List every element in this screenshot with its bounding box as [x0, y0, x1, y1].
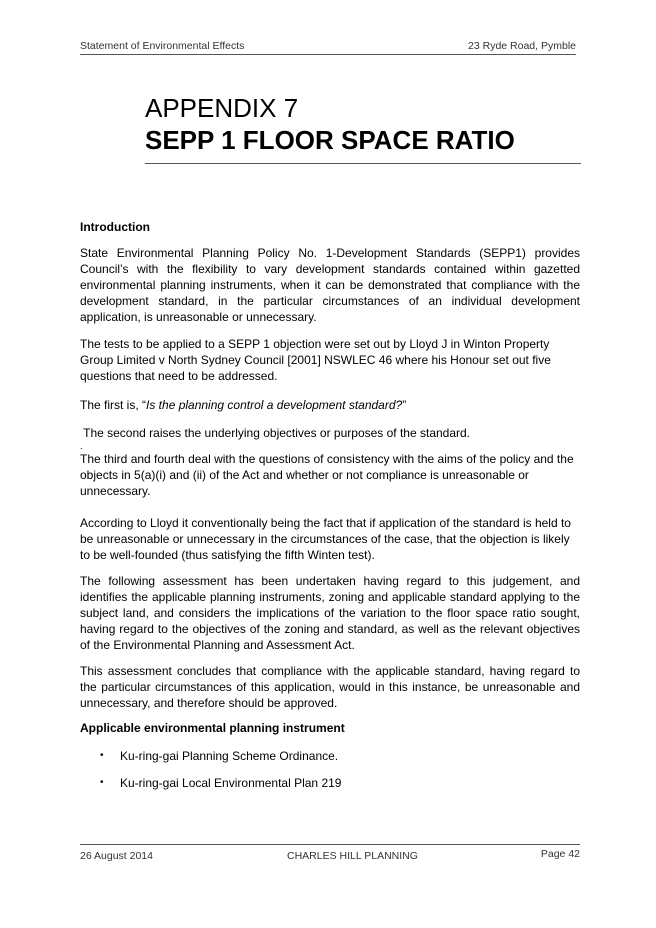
header-address: 23 Ryde Road, Pymble [468, 40, 576, 52]
footer-company: CHARLES HILL PLANNING [287, 850, 418, 862]
page-header [80, 40, 576, 55]
stray-dot: . [80, 441, 83, 451]
list-item-text: Ku-ring-gai Planning Scheme Ordinance. [120, 749, 339, 763]
page-number: 42 [568, 848, 580, 860]
header-document-title: Statement of Environmental Effects [80, 40, 245, 52]
document-body [80, 219, 580, 791]
appendix-number: APPENDIX 7 [145, 93, 299, 123]
paragraph-sepp1: State Environmental Planning Policy No. 1-Development Standards (SEPP1) provides Council’s with the flexibility to vary development standards contained within gazetted environmental planning instruments, when it can be demonstrated that compliance with the development standard, in the particular circumstances of an individual development application, is unreasonable or unnecessary. [80, 246, 580, 324]
introduction-heading: Introduction [80, 220, 150, 234]
list-item [100, 748, 580, 764]
bullet-icon: • [100, 777, 104, 788]
paragraph-lloyd: According to Lloyd it conventionally being the fact that if application of the standard is held to be unreasonable or unnecessary in the circumstances of the case, that the objection is likely to be well-founded (thus satisfying the fifth Winten test). [80, 516, 571, 562]
paragraph-assessment: The following assessment has been undertaken having regard to this judgement, and identifies the applicable planning instruments, zoning and applicable standard applying to the subject land, and considers the implications of the variation to the floor space ratio sought, having regard to the objectives of the zoning and standard, as well as the relevant objectives of the Environmental Planning and Assessment Act. [80, 574, 580, 652]
page-footer [80, 844, 580, 863]
first-question-suffix: ” [402, 398, 407, 412]
list-item-text: Ku-ring-gai Local Environmental Plan 219 [120, 776, 342, 790]
paragraph-third-fourth: The third and fourth deal with the questions of consistency with the aims of the policy and the objects in 5(a)(i) and (ii) of the Act and whether or not compliance is unreasonable or unnecessary. [80, 452, 574, 498]
appendix-title-block [145, 93, 581, 164]
instrument-heading: Applicable environmental planning instrument [80, 721, 345, 735]
paragraph-conclusion: This assessment concludes that compliance with the applicable standard, having regard to the particular circumstances of this application, would in this instance, be unreasonable and unnecessary, and therefore should be approved. [80, 664, 580, 710]
paragraph-tests: The tests to be applied to a SEPP 1 objection were set out by Lloyd J in Winton Property Group Limited v North Sydney Council [2001] NSWLEC 46 where his Honour set out five questions that need to be addressed. [80, 337, 551, 383]
footer-date: 26 August 2014 [80, 850, 153, 862]
bullet-icon: • [100, 750, 104, 761]
first-question-text: Is the planning control a development standard? [146, 398, 403, 412]
paragraph-first-question [80, 397, 580, 413]
footer-page-label: Page [540, 848, 566, 860]
paragraph-second-question: The second raises the underlying objectives or purposes of the standard. [80, 426, 471, 440]
first-question-prefix: The first is, “ [80, 398, 147, 412]
appendix-title: SEPP 1 FLOOR SPACE RATIO [145, 125, 515, 155]
list-item [100, 775, 580, 791]
footer-page [541, 848, 580, 860]
